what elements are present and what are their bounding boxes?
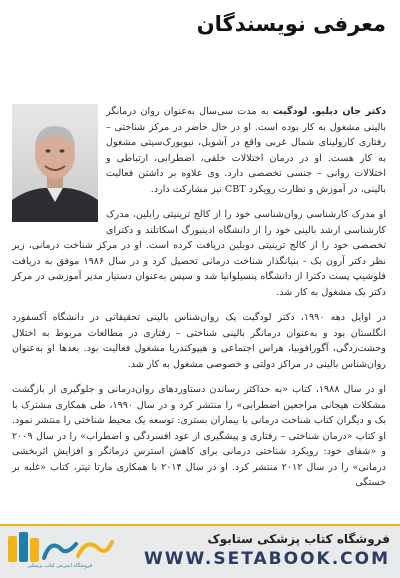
footer-banner [0,524,400,578]
paragraph-4: او در سال ۱۹۸۸، کتاب «به حداکثر رساندن دستاوردهای روان‌درمانی و جلوگیری از بازگشت مشکلات هیجانی مراجعین اضطرابی» را منتشر کرد و در سال ۱۹۹۰، طی همکاری مشترک با بک و دیگران کتاب شناخت درمانی با بیماران بستری: توسعه یک محیط شناختی را منتشر نمود. او کتاب «درمان شناختی – رفتاری و پیشگیری از عود افسردگی و اضطراب» را در سال ۲۰۰۹ و «شفای خود: رویکرد شناختی درمانی برای کاهش استرس درمانگر و افزایش اثربخشی درمانی» را در سال ۲۰۱۲ منتشر کرد. او در سال ۲۰۱۴ با همکاری مارتا تیتر، کتاب «غلبه بر خستگی [12,384,387,488]
author-photo [12,104,98,222]
body-text [12,104,386,501]
paragraph-1 [12,104,386,197]
paragraph-2: او مدرک کارشناسی روان‌شناسی خود را از کالج ترینیتی رابلین، مدرک کارشناسی ارشد بالینی خود را از دانشگاه ادینبورگ اسکاتلند و دکترای تخصصی خود را از کالج ترینیتی دوبلین دریافت کرده است. او در مرکز شناخت درمانی، زیر نظر دکتر آرون بک - بنیانگذار شناخت درمانی تحصیل کرد و در سال ۱۹۸۶ موفق به دریافت فلوشیپ پست دکترا از دانشگاه پنسیلوانیا شد و سپس به‌عنوان دستیار مدیر آموزشی در مرکز دکتر بک مشغول به کار شد. [12,209,386,298]
logo-subtitle: فروشگاه اینترنتی کتاب پزشکی [27,563,93,569]
footer-store-info [144,532,390,569]
page-title: معرفی نویسندگان [196,12,386,36]
store-url-link[interactable]: WWW.SETABOOK.COM [144,549,390,569]
author-name: دکتر جان دبلیو. لودگیت [272,106,386,117]
store-name: فروشگاه کتاب پزشکی ستابوک [207,532,390,546]
paragraph-3: در اوایل دهه ۱۹۹۰، دکتر لودگیت یک روان‌شناس بالینی تحقیقاتی در دانشگاه آکسفورد انگلستان بود و به‌عنوان درمانگر بالینی شناختی – رفتاری در مطالعات مربوط به اختلال وحشت‌زدگی، آگورافوبیا، هراس اجتماعی و هیپوکندریا مشغول فعالیت بود. بعدها او به‌عنوان روان‌شناس بالینی در مراکز دولتی و خصوصی مشغول به کار شد. [12,312,386,370]
paragraph-1-text: به مدت سی‌سال به‌عنوان روان درمانگر بالینی مشغول به کار بوده است. او در حال حاضر در مرکز شناختی – رفتاری کارولینای شمال غربی واقع در آشویل، نیویورک‌سیتی مشغول به کار هست. او در درمان اختلالات خلقی، اضطرابی، ارتباطی و اختلالات روانی – جنسی تخصصی دارد. وی علاوه بر داشتن فعالیت بالینی، در آموزش و نظارت رویکرد CBT نیز مشارکت دارد. [106,106,386,195]
